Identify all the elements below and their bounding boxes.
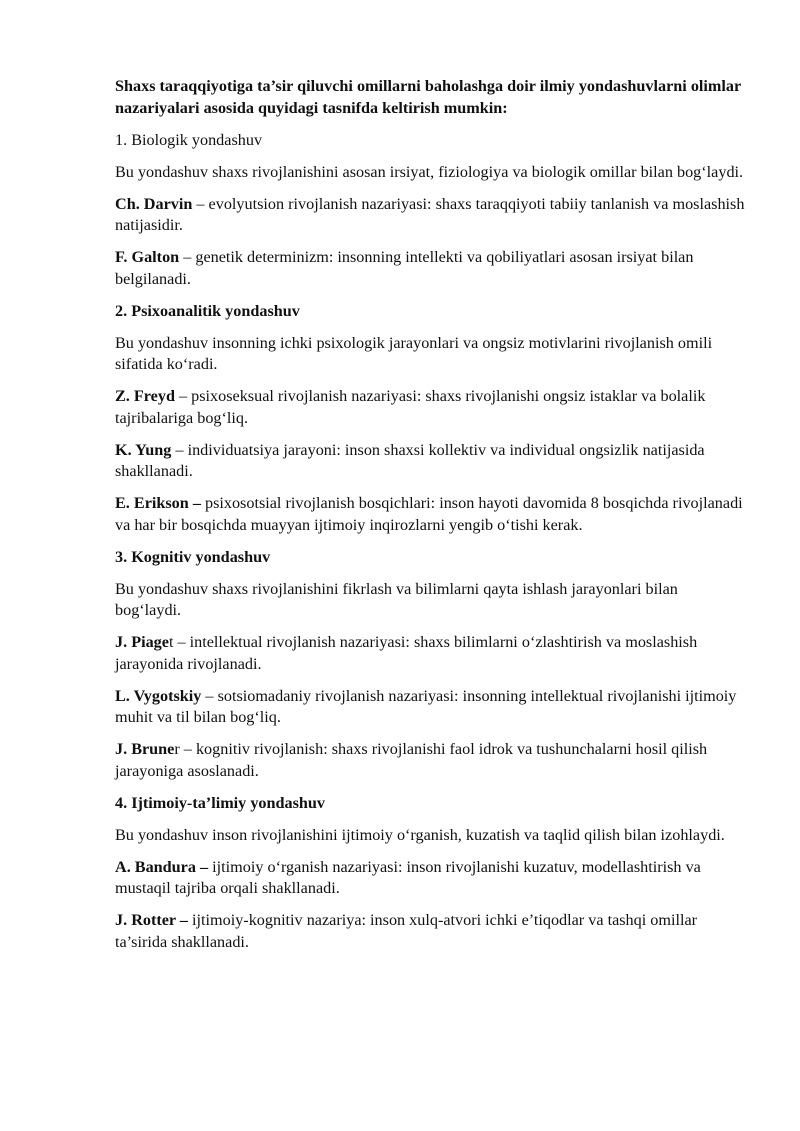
section-heading-ijtimoiy: 4. Ijtimoiy-ta’limiy yondashuv xyxy=(115,793,326,812)
theory-paragraph xyxy=(115,857,745,900)
section-description: Bu yondashuv shaxs rivojlanishini fikrlash va bilimlarni qayta ishlash jarayonlari bilan bog‘laydi. xyxy=(115,579,678,619)
theory-paragraph xyxy=(115,910,745,953)
theory-text: psixosotsial rivojlanish bosqichlari: inson hayoti davomida 8 bosqichda rivojlanadi va har bir bosqichda muayyan ijtimoiy inqirozlarni yengib o‘tishi kerak. xyxy=(115,494,743,534)
scientist-name: J. Rotter – xyxy=(115,911,188,929)
section-heading-biologik: 1. Biologik yondashuv xyxy=(115,130,263,149)
theory-text: – genetik determinizm: insonning intellekti va qobiliyatlari asosan irsiyat bilan belgilanadi. xyxy=(115,248,694,288)
scientist-name: Z. Freyd xyxy=(115,387,175,405)
scientist-name: F. Galton xyxy=(115,248,180,266)
theory-paragraph xyxy=(115,493,745,536)
scientist-name: J. Brune xyxy=(115,740,175,758)
theory-paragraph xyxy=(115,386,745,429)
scientist-name: Ch. Darvin xyxy=(115,194,193,213)
scientist-name: A. Bandura – xyxy=(115,857,209,876)
intro-paragraph: Shaxs taraqqiyotiga ta’sir qiluvchi omillarni baholashga doir ilmiy yondashuvlarni olimlar nazariyalari asosida quyidagi tasnifda keltirish mumkin: xyxy=(115,77,741,117)
scientist-name: L. Vygotskiy xyxy=(115,686,202,705)
theory-text: – evolyutsion rivojlanish nazariyasi: shaxs taraqqiyoti tabiiy tanlanish va moslashish natijasidir. xyxy=(115,194,745,234)
section-description: Bu yondashuv insonning ichki psixologik jarayonlari va ongsiz motivlarini rivojlanish omili sifatida ko‘radi. xyxy=(115,333,713,373)
theory-paragraph xyxy=(115,247,745,290)
theory-paragraph xyxy=(115,194,745,237)
section-description: Bu yondashuv inson rivojlanishini ijtimoiy o‘rganish, kuzatish va taqlid qilish bilan izohlaydi. xyxy=(115,825,725,844)
theory-text: t – intellektual rivojlanish nazariyasi: shaxs bilimlarni o‘zlashtirish va moslashish jarayonida rivojlanadi. xyxy=(115,633,698,673)
theory-paragraph xyxy=(115,686,745,729)
section-heading-kognitiv: 3. Kognitiv yondashuv xyxy=(115,547,271,566)
scientist-name: E. Erikson – xyxy=(115,494,201,512)
theory-text: ijtimoiy-kognitiv nazariya: inson xulq-atvori ichki e’tiqodlar va tashqi omillar ta’sirida shakllanadi. xyxy=(115,911,698,951)
theory-paragraph xyxy=(115,739,745,782)
theory-text: ijtimoiy o‘rganish nazariyasi: inson rivojlanishi kuzatuv, modellashtirish va mustaqil tajriba orqali shakllanadi. xyxy=(115,857,701,897)
theory-paragraph xyxy=(115,440,745,483)
scientist-name: K. Yung xyxy=(115,440,172,459)
section-description: Bu yondashuv shaxs rivojlanishini asosan irsiyat, fiziologiya va biologik omillar bilan bog‘laydi. xyxy=(115,162,744,181)
theory-text: – individuatsiya jarayoni: inson shaxsi kollektiv va individual ongsizlik natijasida shakllanadi. xyxy=(115,440,705,480)
document-page xyxy=(115,76,745,964)
theory-text: r – kognitiv rivojlanish: shaxs rivojlanishi faol idrok va tushunchalarni hosil qilish jarayoniga asoslanadi. xyxy=(115,740,708,780)
theory-text: – sotsiomadaniy rivojlanish nazariyasi: insonning intellektual rivojlanishi ijtimoiy muhit va til bilan bog‘liq. xyxy=(115,686,737,726)
theory-paragraph xyxy=(115,632,745,675)
section-heading-psixoanalitik: 2. Psixoanalitik yondashuv xyxy=(115,301,300,320)
theory-text: – psixoseksual rivojlanish nazariyasi: shaxs rivojlanishi ongsiz istaklar va bolalik tajribalariga bog‘liq. xyxy=(115,387,706,427)
scientist-name: J. Piage xyxy=(115,633,169,651)
